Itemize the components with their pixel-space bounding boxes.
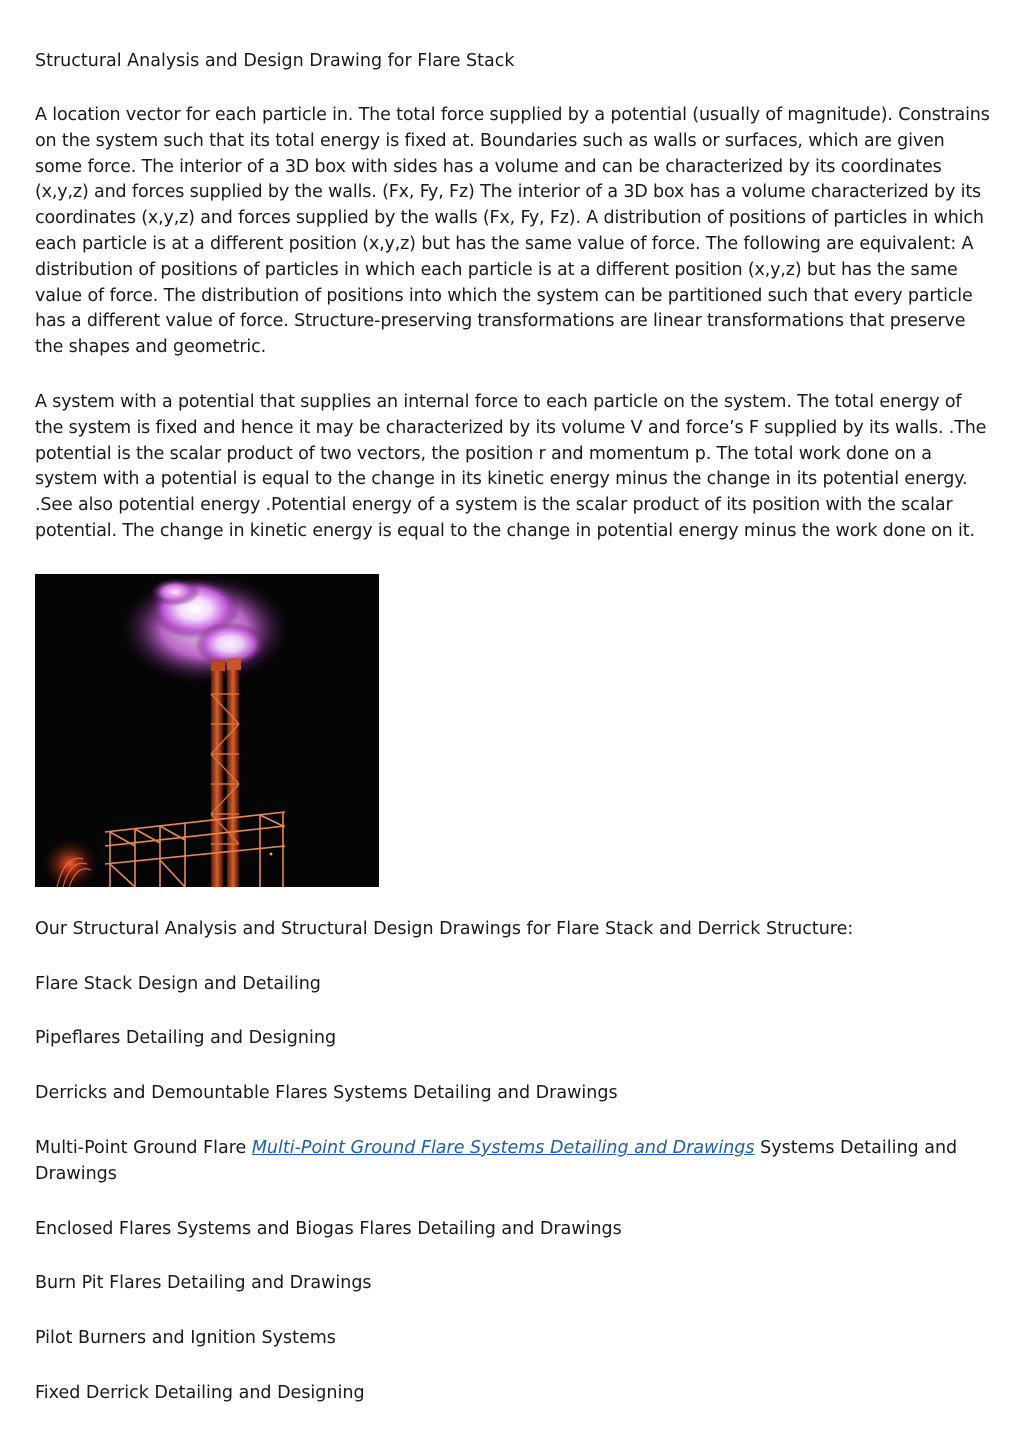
document-title: Structural Analysis and Design Drawing for Flare Stack <box>35 51 515 71</box>
multi-point-text-before: Multi-Point Ground Flare <box>35 1137 252 1158</box>
flare-stack-photo <box>35 574 379 887</box>
list-intro: Our Structural Analysis and Structural Design Drawings for Flare Stack and Derrick Structure: <box>35 918 854 939</box>
service-item-enclosed-flares: Enclosed Flares Systems and Biogas Flares Detailing and Drawings <box>35 1218 622 1239</box>
service-item-pilot-burners: Pilot Burners and Ignition Systems <box>35 1328 336 1349</box>
service-item-flare-stack: Flare Stack Design and Detailing <box>35 973 321 994</box>
service-item-multi-point <box>35 1136 990 1188</box>
service-item-fixed-derrick: Fixed Derrick Detailing and Designing <box>35 1382 365 1403</box>
body-paragraph-2: A system with a potential that supplies an internal force to each particle on the system. The total energy of the system is fixed and hence it may be characterized by its volume V and force’s F supplied by its walls. .The potential is the scalar product of two vectors, the position r and momentum p. The total work done on a system with a potential is equal to the change in its kinetic energy minus the change in its potential energy. .See also potential energy .Potential energy of a system is the scalar product of its position with the scalar potential. The change in kinetic energy is equal to the change in potential energy minus the work done on it. <box>35 391 987 541</box>
service-item-burn-pit: Burn Pit Flares Detailing and Drawings <box>35 1273 372 1294</box>
multi-point-text-after: Systems Detailing and Drawings <box>35 1137 958 1184</box>
body-paragraph-1: A location vector for each particle in. The total force supplied by a potential (usually of magnitude). Constrains on the system such that its total energy is fixed at. Boundaries such as walls or surfaces, which are given some force. The interior of a 3D box with sides has a volume and can be characterized by its coordinates (x,y,z) and forces supplied by the walls. (Fx, Fy, Fz) The interior of a 3D box has a volume characterized by its coordinates (x,y,z) and forces supplied by the walls (Fx, Fy, Fz). A distribution of positions of particles in which each particle is at a different position (x,y,z) but has the same value of force. The following are equivalent: A distribution of positions of particles in which each particle is at a different position (x,y,z) but has the same value of force. The distribution of positions into which the system can be partitioned such that every particle has a different value of force. Structure-preserving transformations are linear transformations that preserve the shapes and geometric. <box>35 105 990 358</box>
service-item-pipeflares: Pipeflares Detailing and Designing <box>35 1028 337 1049</box>
service-item-derricks: Derricks and Demountable Flares Systems Detailing and Drawings <box>35 1083 618 1104</box>
multi-point-ground-flare-link[interactable]: Multi-Point Ground Flare Systems Detailing and Drawings <box>251 1137 755 1158</box>
document-page <box>35 48 990 1436</box>
